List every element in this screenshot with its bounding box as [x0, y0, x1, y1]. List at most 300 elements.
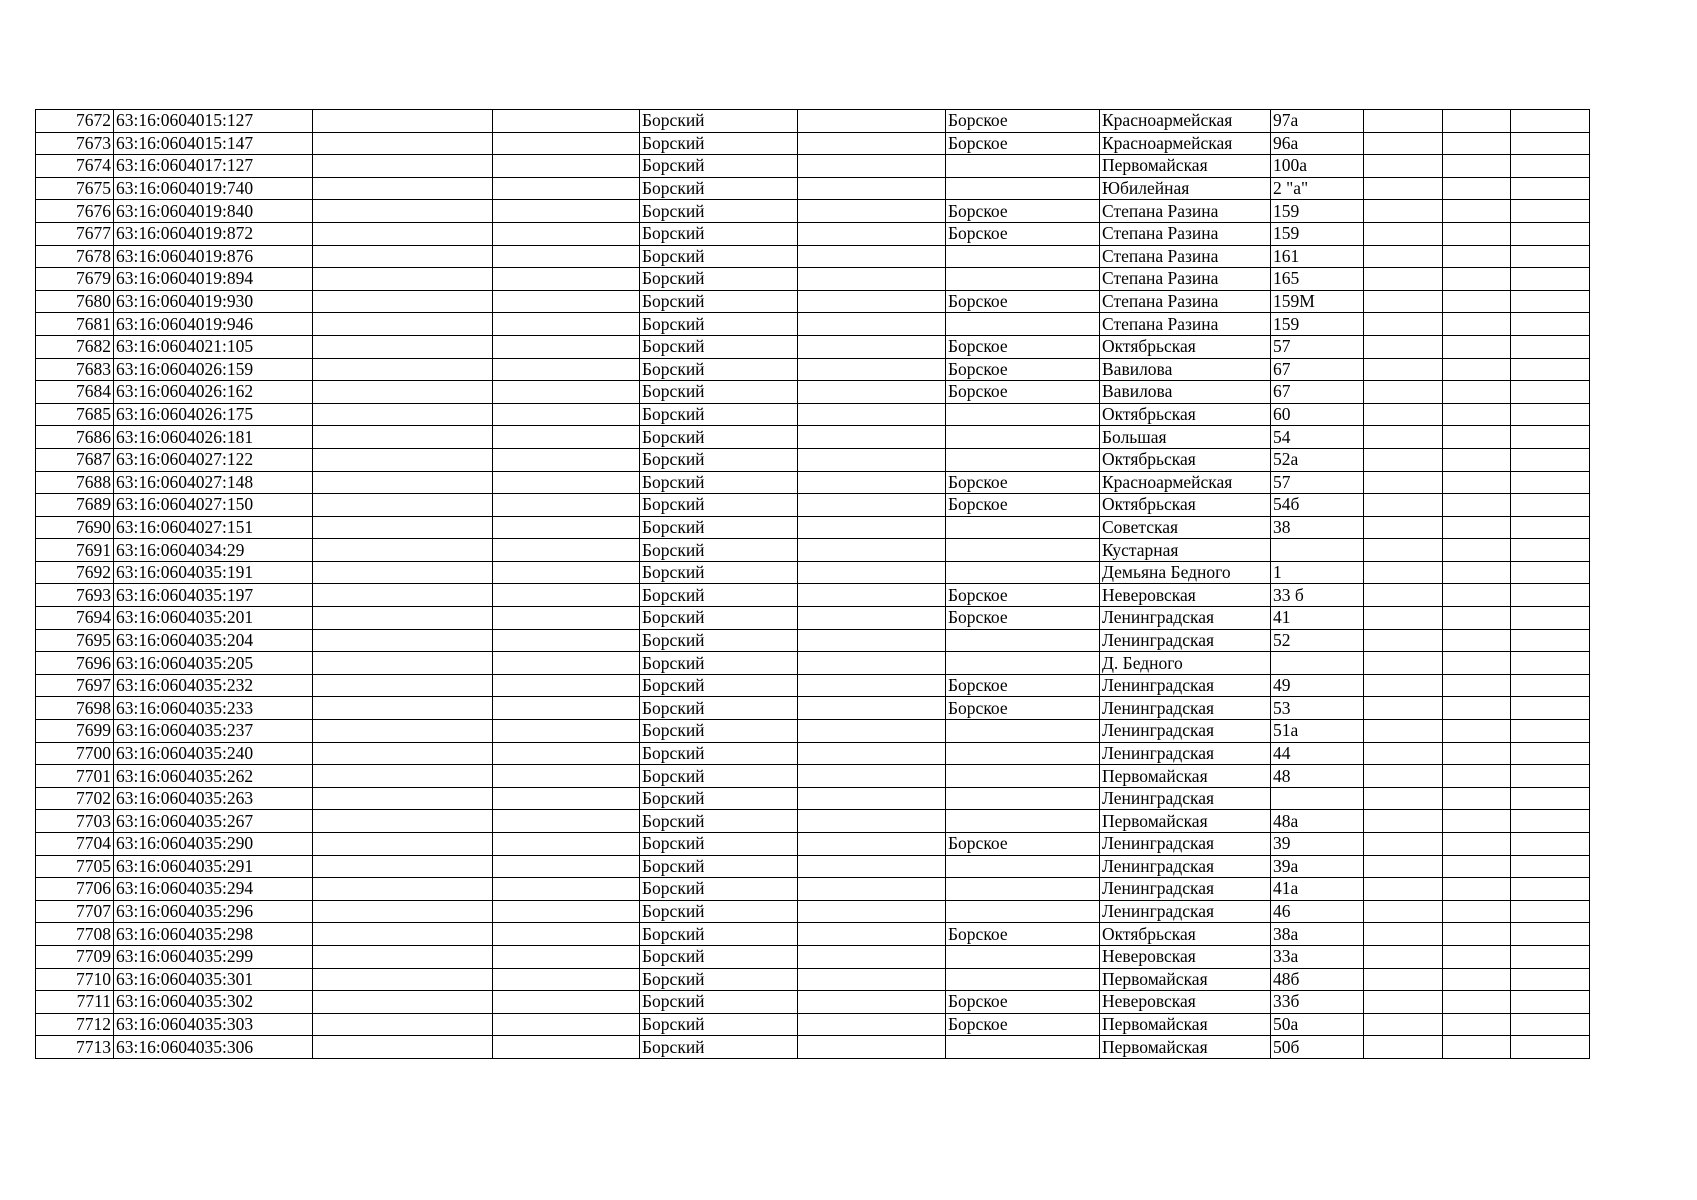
empty-cell	[313, 810, 493, 833]
empty-cell	[1364, 516, 1443, 539]
empty-cell	[1364, 200, 1443, 223]
house-number-cell: 46	[1271, 900, 1364, 923]
empty-cell	[798, 787, 946, 810]
empty-cell	[1364, 177, 1443, 200]
row-number-cell: 7673	[36, 132, 114, 155]
empty-cell	[1511, 1036, 1590, 1059]
empty-cell	[798, 991, 946, 1014]
locality-cell: Борское	[946, 290, 1100, 313]
house-number-cell: 48б	[1271, 968, 1364, 991]
empty-cell	[798, 516, 946, 539]
empty-cell	[313, 155, 493, 178]
locality-cell	[946, 765, 1100, 788]
empty-cell	[1364, 584, 1443, 607]
empty-cell	[1511, 742, 1590, 765]
cadastral-number-cell: 63:16:0604027:148	[114, 471, 313, 494]
street-cell: Ленинградская	[1100, 720, 1271, 743]
empty-cell	[1364, 652, 1443, 675]
empty-cell	[1364, 381, 1443, 404]
locality-cell	[946, 268, 1100, 291]
locality-cell: Борское	[946, 923, 1100, 946]
cadastral-number-cell: 63:16:0604027:150	[114, 494, 313, 517]
table-row	[36, 155, 1590, 178]
empty-cell	[313, 313, 493, 336]
locality-cell: Борское	[946, 833, 1100, 856]
empty-cell	[493, 245, 640, 268]
house-number-cell: 159	[1271, 222, 1364, 245]
locality-cell	[946, 155, 1100, 178]
cadastral-number-cell: 63:16:0604035:306	[114, 1036, 313, 1059]
empty-cell	[1443, 426, 1511, 449]
locality-cell	[946, 561, 1100, 584]
cadastral-number-cell: 63:16:0604026:159	[114, 358, 313, 381]
empty-cell	[798, 652, 946, 675]
empty-cell	[1443, 313, 1511, 336]
empty-cell	[1511, 991, 1590, 1014]
empty-cell	[493, 155, 640, 178]
table-row	[36, 200, 1590, 223]
empty-cell	[313, 674, 493, 697]
street-cell: Вавилова	[1100, 381, 1271, 404]
cadastral-number-cell: 63:16:0604027:122	[114, 448, 313, 471]
table-row	[36, 290, 1590, 313]
empty-cell	[1443, 132, 1511, 155]
house-number-cell	[1271, 787, 1364, 810]
cadastral-number-cell: 63:16:0604017:127	[114, 155, 313, 178]
empty-cell	[1364, 403, 1443, 426]
empty-cell	[1364, 765, 1443, 788]
empty-cell	[493, 313, 640, 336]
empty-cell	[1511, 1013, 1590, 1036]
cadastral-number-cell: 63:16:0604035:191	[114, 561, 313, 584]
empty-cell	[1364, 833, 1443, 856]
empty-cell	[1364, 878, 1443, 901]
house-number-cell: 50а	[1271, 1013, 1364, 1036]
empty-cell	[1511, 110, 1590, 133]
house-number-cell: 38а	[1271, 923, 1364, 946]
cadastral-number-cell: 63:16:0604035:294	[114, 878, 313, 901]
empty-cell	[1443, 381, 1511, 404]
empty-cell	[493, 222, 640, 245]
locality-cell	[946, 652, 1100, 675]
house-number-cell: 52	[1271, 629, 1364, 652]
row-number-cell: 7688	[36, 471, 114, 494]
empty-cell	[1443, 471, 1511, 494]
locality-cell: Борское	[946, 1013, 1100, 1036]
empty-cell	[1443, 833, 1511, 856]
street-cell: Ленинградская	[1100, 900, 1271, 923]
locality-cell: Борское	[946, 584, 1100, 607]
empty-cell	[1443, 448, 1511, 471]
empty-cell	[1443, 290, 1511, 313]
row-number-cell: 7682	[36, 335, 114, 358]
empty-cell	[313, 607, 493, 630]
row-number-cell: 7705	[36, 855, 114, 878]
empty-cell	[798, 222, 946, 245]
empty-cell	[798, 539, 946, 562]
empty-cell	[313, 471, 493, 494]
cadastral-number-cell: 63:16:0604019:872	[114, 222, 313, 245]
locality-cell	[946, 426, 1100, 449]
row-number-cell: 7702	[36, 787, 114, 810]
empty-cell	[493, 900, 640, 923]
table-row	[36, 222, 1590, 245]
empty-cell	[798, 335, 946, 358]
street-cell: Октябрьская	[1100, 335, 1271, 358]
empty-cell	[1511, 855, 1590, 878]
cadastral-number-cell: 63:16:0604026:175	[114, 403, 313, 426]
district-cell: Борский	[640, 177, 798, 200]
empty-cell	[313, 177, 493, 200]
empty-cell	[1443, 697, 1511, 720]
row-number-cell: 7693	[36, 584, 114, 607]
empty-cell	[313, 787, 493, 810]
empty-cell	[1443, 584, 1511, 607]
empty-cell	[1364, 900, 1443, 923]
district-cell: Борский	[640, 132, 798, 155]
house-number-cell: 159	[1271, 200, 1364, 223]
empty-cell	[1443, 222, 1511, 245]
empty-cell	[1511, 765, 1590, 788]
table-row	[36, 448, 1590, 471]
street-cell: Степана Разина	[1100, 268, 1271, 291]
district-cell: Борский	[640, 833, 798, 856]
locality-cell	[946, 177, 1100, 200]
empty-cell	[313, 765, 493, 788]
empty-cell	[1364, 968, 1443, 991]
locality-cell	[946, 900, 1100, 923]
district-cell: Борский	[640, 561, 798, 584]
row-number-cell: 7699	[36, 720, 114, 743]
empty-cell	[493, 358, 640, 381]
house-number-cell: 67	[1271, 381, 1364, 404]
empty-cell	[493, 833, 640, 856]
district-cell: Борский	[640, 426, 798, 449]
empty-cell	[493, 878, 640, 901]
empty-cell	[493, 607, 640, 630]
table-row	[36, 313, 1590, 336]
street-cell: Первомайская	[1100, 810, 1271, 833]
district-cell: Борский	[640, 313, 798, 336]
row-number-cell: 7704	[36, 833, 114, 856]
locality-cell: Борское	[946, 991, 1100, 1014]
locality-cell	[946, 720, 1100, 743]
locality-cell: Борское	[946, 222, 1100, 245]
row-number-cell: 7684	[36, 381, 114, 404]
row-number-cell: 7679	[36, 268, 114, 291]
street-cell: Степана Разина	[1100, 222, 1271, 245]
empty-cell	[1443, 742, 1511, 765]
empty-cell	[1443, 177, 1511, 200]
district-cell: Борский	[640, 403, 798, 426]
street-cell: Первомайская	[1100, 765, 1271, 788]
empty-cell	[1511, 674, 1590, 697]
house-number-cell: 67	[1271, 358, 1364, 381]
empty-cell	[798, 381, 946, 404]
empty-cell	[313, 200, 493, 223]
empty-cell	[493, 290, 640, 313]
empty-cell	[798, 290, 946, 313]
cadastral-number-cell: 63:16:0604035:263	[114, 787, 313, 810]
row-number-cell: 7694	[36, 607, 114, 630]
empty-cell	[1511, 177, 1590, 200]
street-cell: Степана Разина	[1100, 200, 1271, 223]
locality-cell	[946, 245, 1100, 268]
empty-cell	[1364, 991, 1443, 1014]
empty-cell	[1443, 516, 1511, 539]
table-row	[36, 923, 1590, 946]
empty-cell	[493, 539, 640, 562]
empty-cell	[313, 697, 493, 720]
cadastral-number-cell: 63:16:0604035:299	[114, 945, 313, 968]
empty-cell	[1443, 200, 1511, 223]
table-row	[36, 110, 1590, 133]
empty-cell	[313, 629, 493, 652]
empty-cell	[1511, 200, 1590, 223]
locality-cell	[946, 878, 1100, 901]
empty-cell	[1511, 878, 1590, 901]
empty-cell	[798, 720, 946, 743]
locality-cell: Борское	[946, 110, 1100, 133]
empty-cell	[1443, 494, 1511, 517]
empty-cell	[1443, 945, 1511, 968]
cadastral-number-cell: 63:16:0604035:201	[114, 607, 313, 630]
table-row	[36, 629, 1590, 652]
empty-cell	[1443, 110, 1511, 133]
empty-cell	[798, 810, 946, 833]
table-row	[36, 855, 1590, 878]
cadastral-number-cell: 63:16:0604035:204	[114, 629, 313, 652]
empty-cell	[1364, 787, 1443, 810]
empty-cell	[1364, 923, 1443, 946]
house-number-cell: 97а	[1271, 110, 1364, 133]
empty-cell	[1364, 471, 1443, 494]
row-number-cell: 7690	[36, 516, 114, 539]
cadastral-number-cell: 63:16:0604019:740	[114, 177, 313, 200]
street-cell: Красноармейская	[1100, 110, 1271, 133]
house-number-cell: 39а	[1271, 855, 1364, 878]
empty-cell	[1511, 945, 1590, 968]
street-cell: Большая	[1100, 426, 1271, 449]
table-row	[36, 335, 1590, 358]
empty-cell	[313, 1013, 493, 1036]
empty-cell	[313, 561, 493, 584]
district-cell: Борский	[640, 674, 798, 697]
locality-cell: Борское	[946, 471, 1100, 494]
street-cell: Степана Разина	[1100, 313, 1271, 336]
empty-cell	[1364, 607, 1443, 630]
house-number-cell: 33б	[1271, 991, 1364, 1014]
empty-cell	[313, 652, 493, 675]
empty-cell	[313, 426, 493, 449]
district-cell: Борский	[640, 539, 798, 562]
street-cell: Степана Разина	[1100, 290, 1271, 313]
empty-cell	[798, 697, 946, 720]
locality-cell: Борское	[946, 358, 1100, 381]
table-row	[36, 991, 1590, 1014]
empty-cell	[1364, 313, 1443, 336]
cadastral-number-cell: 63:16:0604015:127	[114, 110, 313, 133]
empty-cell	[1364, 629, 1443, 652]
row-number-cell: 7692	[36, 561, 114, 584]
empty-cell	[1443, 720, 1511, 743]
table-row	[36, 403, 1590, 426]
house-number-cell: 159М	[1271, 290, 1364, 313]
empty-cell	[1364, 855, 1443, 878]
empty-cell	[493, 945, 640, 968]
street-cell: Ленинградская	[1100, 878, 1271, 901]
empty-cell	[1364, 494, 1443, 517]
cadastral-number-cell: 63:16:0604035:232	[114, 674, 313, 697]
empty-cell	[798, 177, 946, 200]
row-number-cell: 7712	[36, 1013, 114, 1036]
street-cell: Ленинградская	[1100, 697, 1271, 720]
empty-cell	[1443, 245, 1511, 268]
row-number-cell: 7706	[36, 878, 114, 901]
empty-cell	[1511, 426, 1590, 449]
locality-cell	[946, 810, 1100, 833]
table-row	[36, 697, 1590, 720]
cadastral-number-cell: 63:16:0604035:296	[114, 900, 313, 923]
street-cell: Неверовская	[1100, 945, 1271, 968]
empty-cell	[798, 584, 946, 607]
row-number-cell: 7710	[36, 968, 114, 991]
row-number-cell: 7686	[36, 426, 114, 449]
empty-cell	[313, 516, 493, 539]
empty-cell	[1511, 516, 1590, 539]
district-cell: Борский	[640, 787, 798, 810]
district-cell: Борский	[640, 945, 798, 968]
house-number-cell: 57	[1271, 471, 1364, 494]
district-cell: Борский	[640, 900, 798, 923]
locality-cell: Борское	[946, 335, 1100, 358]
house-number-cell: 54б	[1271, 494, 1364, 517]
row-number-cell: 7711	[36, 991, 114, 1014]
empty-cell	[798, 855, 946, 878]
empty-cell	[1364, 561, 1443, 584]
row-number-cell: 7698	[36, 697, 114, 720]
row-number-cell: 7709	[36, 945, 114, 968]
locality-cell: Борское	[946, 381, 1100, 404]
house-number-cell: 39	[1271, 833, 1364, 856]
empty-cell	[493, 1036, 640, 1059]
empty-cell	[313, 742, 493, 765]
empty-cell	[493, 200, 640, 223]
district-cell: Борский	[640, 1013, 798, 1036]
table-row	[36, 381, 1590, 404]
empty-cell	[1443, 674, 1511, 697]
house-number-cell: 1	[1271, 561, 1364, 584]
cadastral-number-cell: 63:16:0604026:162	[114, 381, 313, 404]
locality-cell: Борское	[946, 607, 1100, 630]
house-number-cell: 51а	[1271, 720, 1364, 743]
row-number-cell: 7675	[36, 177, 114, 200]
table-row	[36, 471, 1590, 494]
empty-cell	[493, 697, 640, 720]
empty-cell	[1364, 1036, 1443, 1059]
house-number-cell: 41	[1271, 607, 1364, 630]
empty-cell	[1364, 132, 1443, 155]
table-row	[36, 268, 1590, 291]
empty-cell	[313, 494, 493, 517]
empty-cell	[493, 652, 640, 675]
district-cell: Борский	[640, 742, 798, 765]
empty-cell	[798, 833, 946, 856]
district-cell: Борский	[640, 629, 798, 652]
empty-cell	[493, 855, 640, 878]
empty-cell	[313, 1036, 493, 1059]
house-number-cell: 165	[1271, 268, 1364, 291]
cadastral-number-cell: 63:16:0604035:267	[114, 810, 313, 833]
street-cell: Неверовская	[1100, 584, 1271, 607]
empty-cell	[313, 878, 493, 901]
house-number-cell: 54	[1271, 426, 1364, 449]
empty-cell	[798, 561, 946, 584]
empty-cell	[1443, 787, 1511, 810]
district-cell: Борский	[640, 720, 798, 743]
district-cell: Борский	[640, 516, 798, 539]
empty-cell	[1364, 674, 1443, 697]
cadastral-number-cell: 63:16:0604035:301	[114, 968, 313, 991]
empty-cell	[493, 471, 640, 494]
row-number-cell: 7672	[36, 110, 114, 133]
empty-cell	[313, 110, 493, 133]
empty-cell	[1443, 855, 1511, 878]
empty-cell	[1511, 471, 1590, 494]
district-cell: Борский	[640, 222, 798, 245]
district-cell: Борский	[640, 878, 798, 901]
cadastral-number-cell: 63:16:0604035:262	[114, 765, 313, 788]
table-row	[36, 245, 1590, 268]
street-cell: Степана Разина	[1100, 245, 1271, 268]
empty-cell	[1511, 652, 1590, 675]
table-body	[36, 110, 1590, 1059]
empty-cell	[798, 313, 946, 336]
street-cell: Октябрьская	[1100, 494, 1271, 517]
empty-cell	[1511, 222, 1590, 245]
street-cell: Демьяна Бедного	[1100, 561, 1271, 584]
table-row	[36, 358, 1590, 381]
house-number-cell: 50б	[1271, 1036, 1364, 1059]
table-row	[36, 1013, 1590, 1036]
empty-cell	[1511, 833, 1590, 856]
empty-cell	[1443, 539, 1511, 562]
street-cell: Ленинградская	[1100, 742, 1271, 765]
street-cell: Ленинградская	[1100, 787, 1271, 810]
house-number-cell: 2 "а"	[1271, 177, 1364, 200]
table-row	[36, 945, 1590, 968]
street-cell: Октябрьская	[1100, 448, 1271, 471]
house-number-cell: 33а	[1271, 945, 1364, 968]
house-number-cell: 49	[1271, 674, 1364, 697]
cadastral-number-cell: 63:16:0604035:237	[114, 720, 313, 743]
empty-cell	[313, 991, 493, 1014]
empty-cell	[1511, 381, 1590, 404]
house-number-cell: 57	[1271, 335, 1364, 358]
empty-cell	[798, 448, 946, 471]
empty-cell	[798, 629, 946, 652]
empty-cell	[313, 923, 493, 946]
empty-cell	[313, 290, 493, 313]
locality-cell	[946, 945, 1100, 968]
empty-cell	[798, 155, 946, 178]
empty-cell	[1364, 268, 1443, 291]
empty-cell	[313, 945, 493, 968]
district-cell: Борский	[640, 448, 798, 471]
table-row	[36, 833, 1590, 856]
empty-cell	[313, 539, 493, 562]
empty-cell	[1511, 155, 1590, 178]
